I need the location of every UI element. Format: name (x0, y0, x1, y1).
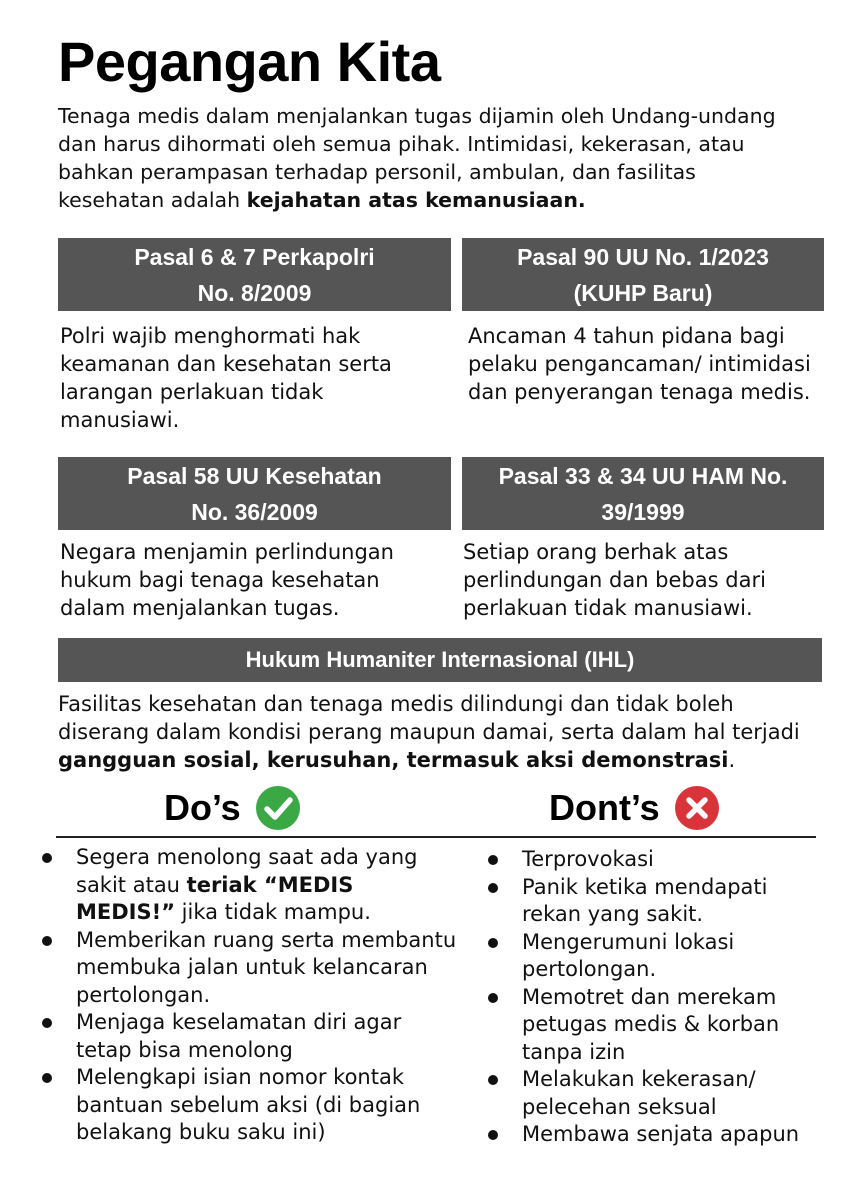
ihl-end: . (728, 748, 736, 772)
law-header-line2: No. 8/2009 (197, 279, 312, 306)
list-item: Menjaga keselamatan diri agar tetap bisa menolong (38, 1009, 458, 1064)
dos-list (38, 844, 458, 1147)
ihl-paragraph (58, 690, 828, 774)
law-header-line2: (KUHP Baru) (573, 279, 713, 306)
list-item: Melakukan kekerasan/ pelecehan seksual (484, 1066, 814, 1121)
law-header-kuhp (462, 238, 824, 311)
ihl-header: Hukum Humaniter Internasional (IHL) (58, 638, 822, 682)
law-header-line1: Pasal 33 & 34 UU HAM No. (498, 462, 788, 489)
donts-title: Dont’s (549, 787, 660, 828)
list-item (38, 844, 458, 927)
list-item: Memotret dan merekam petugas medis & korban tanpa izin (484, 984, 814, 1067)
list-item: Panik ketika mendapati rekan yang sakit. (484, 874, 814, 929)
intro-text: Tenaga medis dalam menjalankan tugas dijamin oleh Undang-undang dan harus dihormati oleh semua pihak. Intimidasi, kekerasan, atau bahkan perampasan terhadap personil, ambulan, dan fasilitas kesehatan adalah (58, 104, 776, 212)
law-body-kuhp: Ancaman 4 tahun pidana bagi pelaku pengancaman/ intimidasi dan penyerangan tenaga medis. (468, 324, 811, 404)
law-header-uu-ham (462, 457, 824, 530)
ihl-emphasis: gangguan sosial, kerusuhan, termasuk aksi demonstrasi (58, 748, 729, 772)
page-title: Pegangan Kita (58, 30, 441, 93)
intro-emphasis: kejahatan atas kemanusiaan. (246, 188, 586, 212)
dos-title: Do’s (164, 787, 241, 828)
item-emphasis: teriak “MEDIS MEDIS!” (76, 872, 354, 924)
law-header-uu-kesehatan (58, 457, 451, 530)
item-end: jika tidak mampu. (175, 900, 371, 924)
list-item: Memberikan ruang serta membantu membuka jalan untuk kelancaran pertolongan. (38, 927, 458, 1010)
law-body-uu-kesehatan: Negara menjamin perlindungan hukum bagi tenaga kesehatan dalam menjalankan tugas. (60, 540, 394, 620)
list-item: Mengerumuni lokasi pertolongan. (484, 929, 814, 984)
check-circle-bg (256, 786, 300, 830)
law-header-line1: Pasal 90 UU No. 1/2023 (517, 243, 769, 270)
section-divider (56, 836, 816, 838)
list-item: Membawa senjata apapun (484, 1121, 814, 1149)
ihl-text: Fasilitas kesehatan dan tenaga medis dilindungi dan tidak boleh diserang dalam kondisi perang maupun damai, serta dalam hal terjadi (58, 692, 800, 744)
law-header-line2: No. 36/2009 (191, 498, 318, 525)
list-item: Terprovokasi (484, 846, 814, 874)
law-header-line1: Pasal 58 UU Kesehatan (127, 462, 382, 489)
intro-paragraph (58, 102, 798, 214)
law-header-line2: 39/1999 (601, 498, 685, 525)
law-header-line1: Pasal 6 & 7 Perkapolri (134, 243, 375, 270)
donts-list (484, 846, 814, 1149)
x-circle-icon (674, 785, 720, 831)
donts-heading (549, 784, 720, 832)
dos-heading (164, 784, 301, 832)
check-circle-icon (255, 785, 301, 831)
law-body-uu-ham: Setiap orang berhak atas perlindungan dan bebas dari perlakuan tidak manusiawi. (463, 540, 766, 620)
law-header-perkapolri (58, 238, 451, 311)
law-body-perkapolri: Polri wajib menghormati hak keamanan dan kesehatan serta larangan perlakuan tidak manusiawi. (60, 324, 392, 432)
list-item: Melengkapi isian nomor kontak bantuan sebelum aksi (di bagian belakang buku saku ini) (38, 1064, 458, 1147)
item-text: Segera menolong saat ada yang sakit atau (76, 845, 418, 897)
